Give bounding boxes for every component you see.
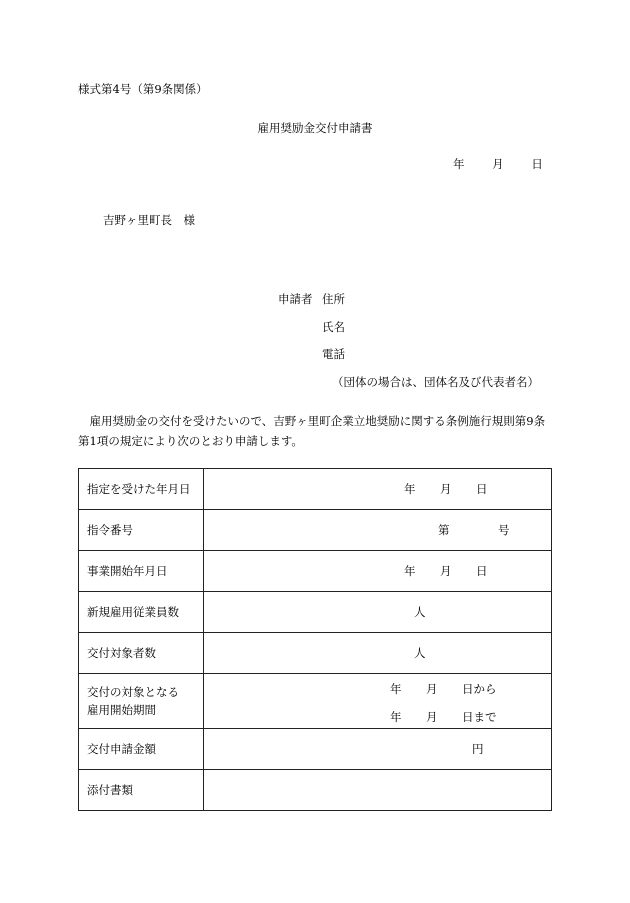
requested-amount-cell [204, 729, 552, 770]
application-date [453, 156, 543, 172]
row-label: 添付書類 [79, 770, 204, 811]
employment-period-cell [204, 674, 552, 729]
day-text: 日 [476, 564, 488, 578]
table-row [79, 592, 552, 633]
unit-text: 人 [414, 605, 426, 619]
year-text: 年 [404, 564, 416, 578]
form-number: 様式第4号（第9条関係） [78, 82, 208, 96]
addressee: 吉野ヶ里町長 様 [103, 213, 195, 227]
intro-paragraph: 雇用奨励金の交付を受けたいので、吉野ヶ里町企業立地奨励に関する条例施行規則第9条第1項の規定により次のとおり申請します。 [78, 414, 546, 448]
to-day: 日まで [462, 710, 497, 724]
table-row [79, 674, 552, 729]
applicant-label: 申請者 [278, 292, 313, 306]
table-row [79, 551, 552, 592]
from-year: 年 [390, 682, 402, 696]
row-label: 交付対象者数 [79, 633, 204, 674]
day-text: 日 [476, 482, 488, 496]
date-year: 年 [453, 157, 465, 171]
table-row [79, 633, 552, 674]
to-year: 年 [390, 710, 402, 724]
table-row [79, 770, 552, 811]
row-label: 交付申請金額 [79, 729, 204, 770]
month-text: 月 [440, 564, 452, 578]
table-row [79, 729, 552, 770]
attachments-cell [204, 770, 552, 811]
date-day: 日 [531, 157, 543, 171]
designation-date-cell [204, 469, 552, 510]
to-month: 月 [426, 710, 438, 724]
number-prefix: 第 [438, 523, 450, 537]
number-suffix: 号 [498, 523, 510, 537]
address-label: 住所 [322, 292, 345, 306]
phone-label: 電話 [322, 347, 345, 361]
new-employees-cell [204, 592, 552, 633]
date-month: 月 [492, 157, 504, 171]
business-start-date-cell [204, 551, 552, 592]
row-label: 指定を受けた年月日 [79, 469, 204, 510]
name-label: 氏名 [322, 320, 345, 334]
row-label [79, 674, 204, 729]
from-day: 日から [462, 682, 497, 696]
row-label: 指令番号 [79, 510, 204, 551]
row-label: 事業開始年月日 [79, 551, 204, 592]
row-label-line2: 雇用開始期間 [87, 703, 156, 717]
organization-note: （団体の場合は、団体名及び代表者名） [332, 375, 539, 389]
table-row [79, 469, 552, 510]
eligible-persons-cell [204, 633, 552, 674]
unit-text: 人 [414, 646, 426, 660]
from-month: 月 [426, 682, 438, 696]
order-number-cell [204, 510, 552, 551]
application-table [78, 468, 552, 811]
year-text: 年 [404, 482, 416, 496]
month-text: 月 [440, 482, 452, 496]
row-label: 新規雇用従業員数 [79, 592, 204, 633]
table-row [79, 510, 552, 551]
currency-unit: 円 [472, 742, 484, 756]
row-label-line1: 交付の対象となる [87, 685, 179, 699]
document-title: 雇用奨励金交付申請書 [257, 121, 373, 135]
